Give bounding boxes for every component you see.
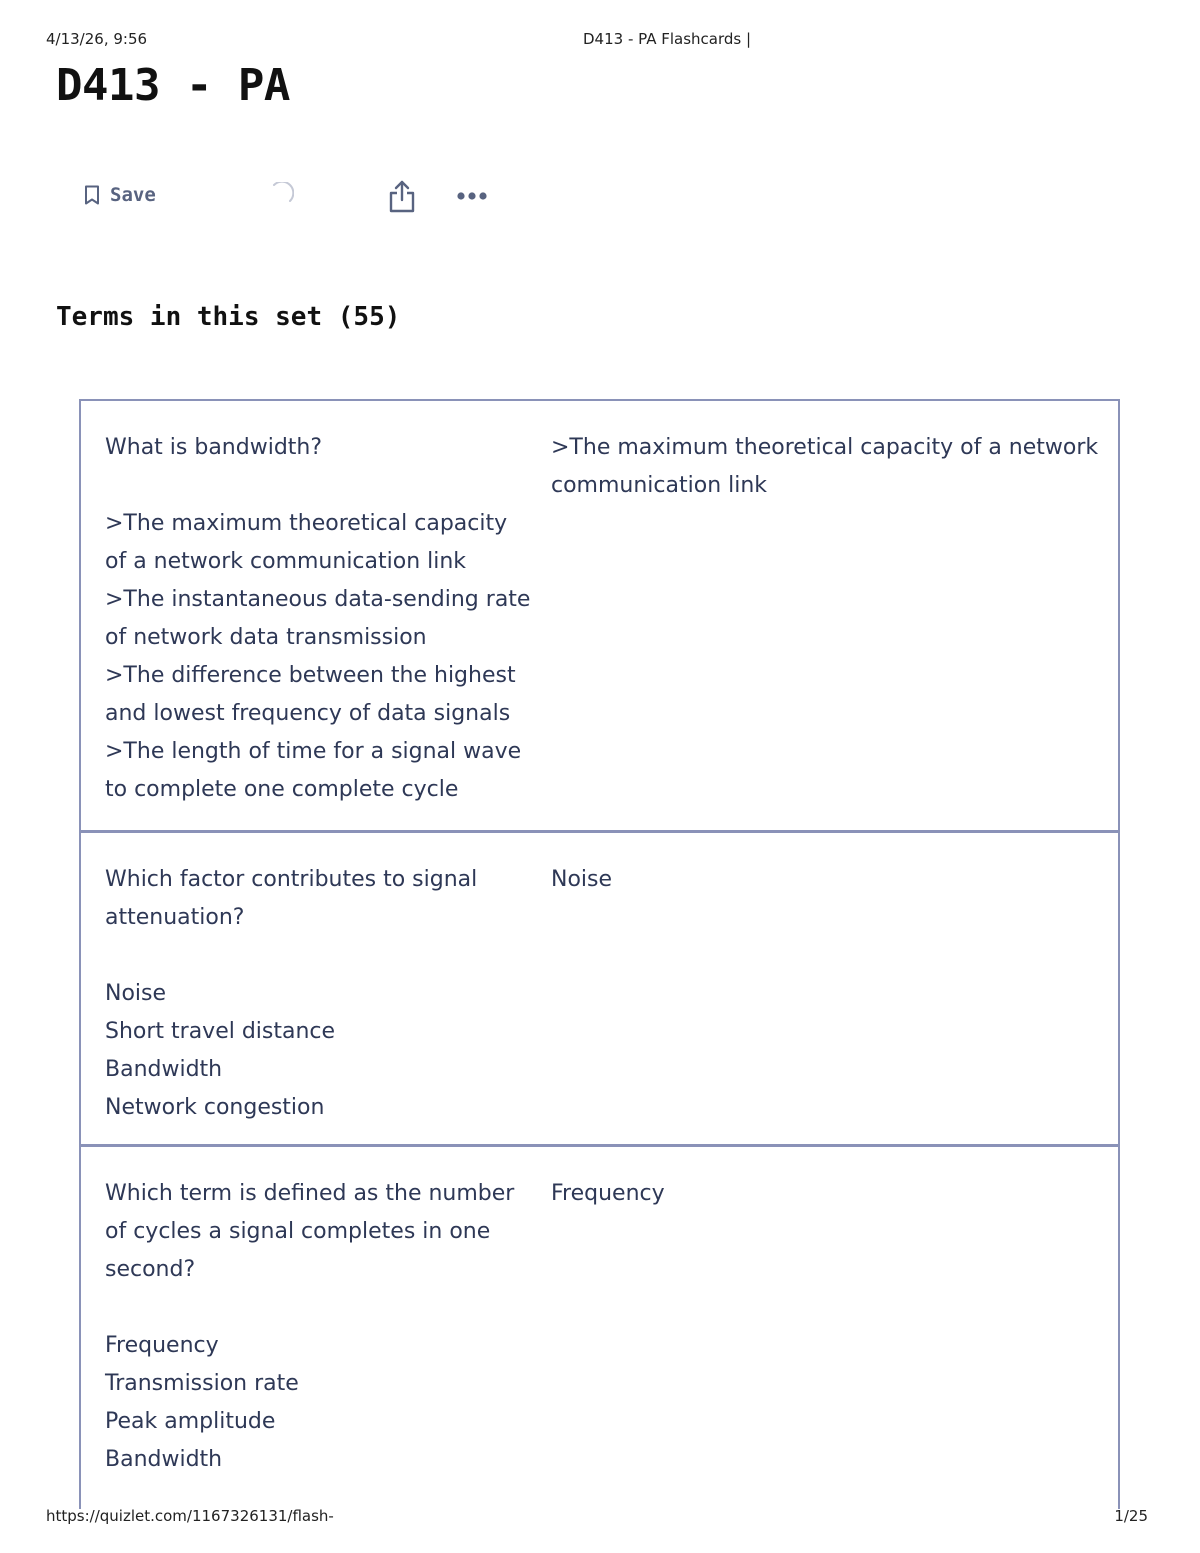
term-text: Which factor contributes to signal [105,867,478,892]
card-term [81,401,531,830]
term-text: Network congestion [105,1095,325,1120]
card-definition [527,1147,1118,1507]
flashcard-row [81,401,1118,833]
save-label: Save [110,184,156,206]
definition-text: Frequency [551,1181,665,1206]
term-text: >The difference between the highest [105,663,516,688]
bookmark-icon [84,185,100,205]
print-page-title: D413 - PA Flashcards | [583,30,752,48]
flashcard-list [79,399,1120,1509]
term-text: second? [105,1257,196,1282]
term-text: Bandwidth [105,1057,223,1082]
print-date: 4/13/26, 9:56 [46,30,148,48]
term-text: Which term is defined as the number [105,1181,515,1206]
term-text: Noise [105,981,167,1006]
definition-text: Noise [551,867,613,892]
term-text: to complete one complete cycle [105,777,459,802]
term-text: of network data transmission [105,625,427,650]
more-options-button[interactable] [454,184,490,208]
flashcard-row [81,833,1118,1147]
term-text: Frequency [105,1333,219,1358]
definition-text: communication link [551,473,768,498]
card-term [81,1147,527,1507]
term-text: Transmission rate [105,1371,299,1396]
term-text: of a network communication link [105,549,467,574]
card-term [81,833,527,1144]
term-text: >The length of time for a signal wave [105,739,522,764]
term-text: >The maximum theoretical capacity [105,511,508,536]
term-text: of cycles a signal completes in one [105,1219,491,1244]
print-url: https://quizlet.com/1167326131/flash- [46,1507,334,1525]
term-text: Peak amplitude [105,1409,276,1434]
set-toolbar [80,176,520,220]
terms-heading: Terms in this set (55) [56,302,401,332]
term-text: attenuation? [105,905,245,930]
term-text: and lowest frequency of data signals [105,701,511,726]
share-icon [386,178,418,214]
term-text: >The instantaneous data-sending rate [105,587,531,612]
term-text: Short travel distance [105,1019,336,1044]
save-button[interactable] [84,184,156,206]
set-title: D413 - PA [56,60,290,111]
term-text: Bandwidth [105,1447,223,1472]
spinner-icon [268,182,294,208]
print-page-number: 1/25 [1114,1507,1148,1525]
flashcard-row [81,1147,1118,1507]
share-button[interactable] [386,178,418,214]
more-icon [454,184,490,208]
term-text: What is bandwidth? [105,435,323,460]
definition-text: >The maximum theoretical capacity of a network [551,435,1099,460]
card-definition [527,401,1128,830]
card-definition [527,833,1118,1144]
